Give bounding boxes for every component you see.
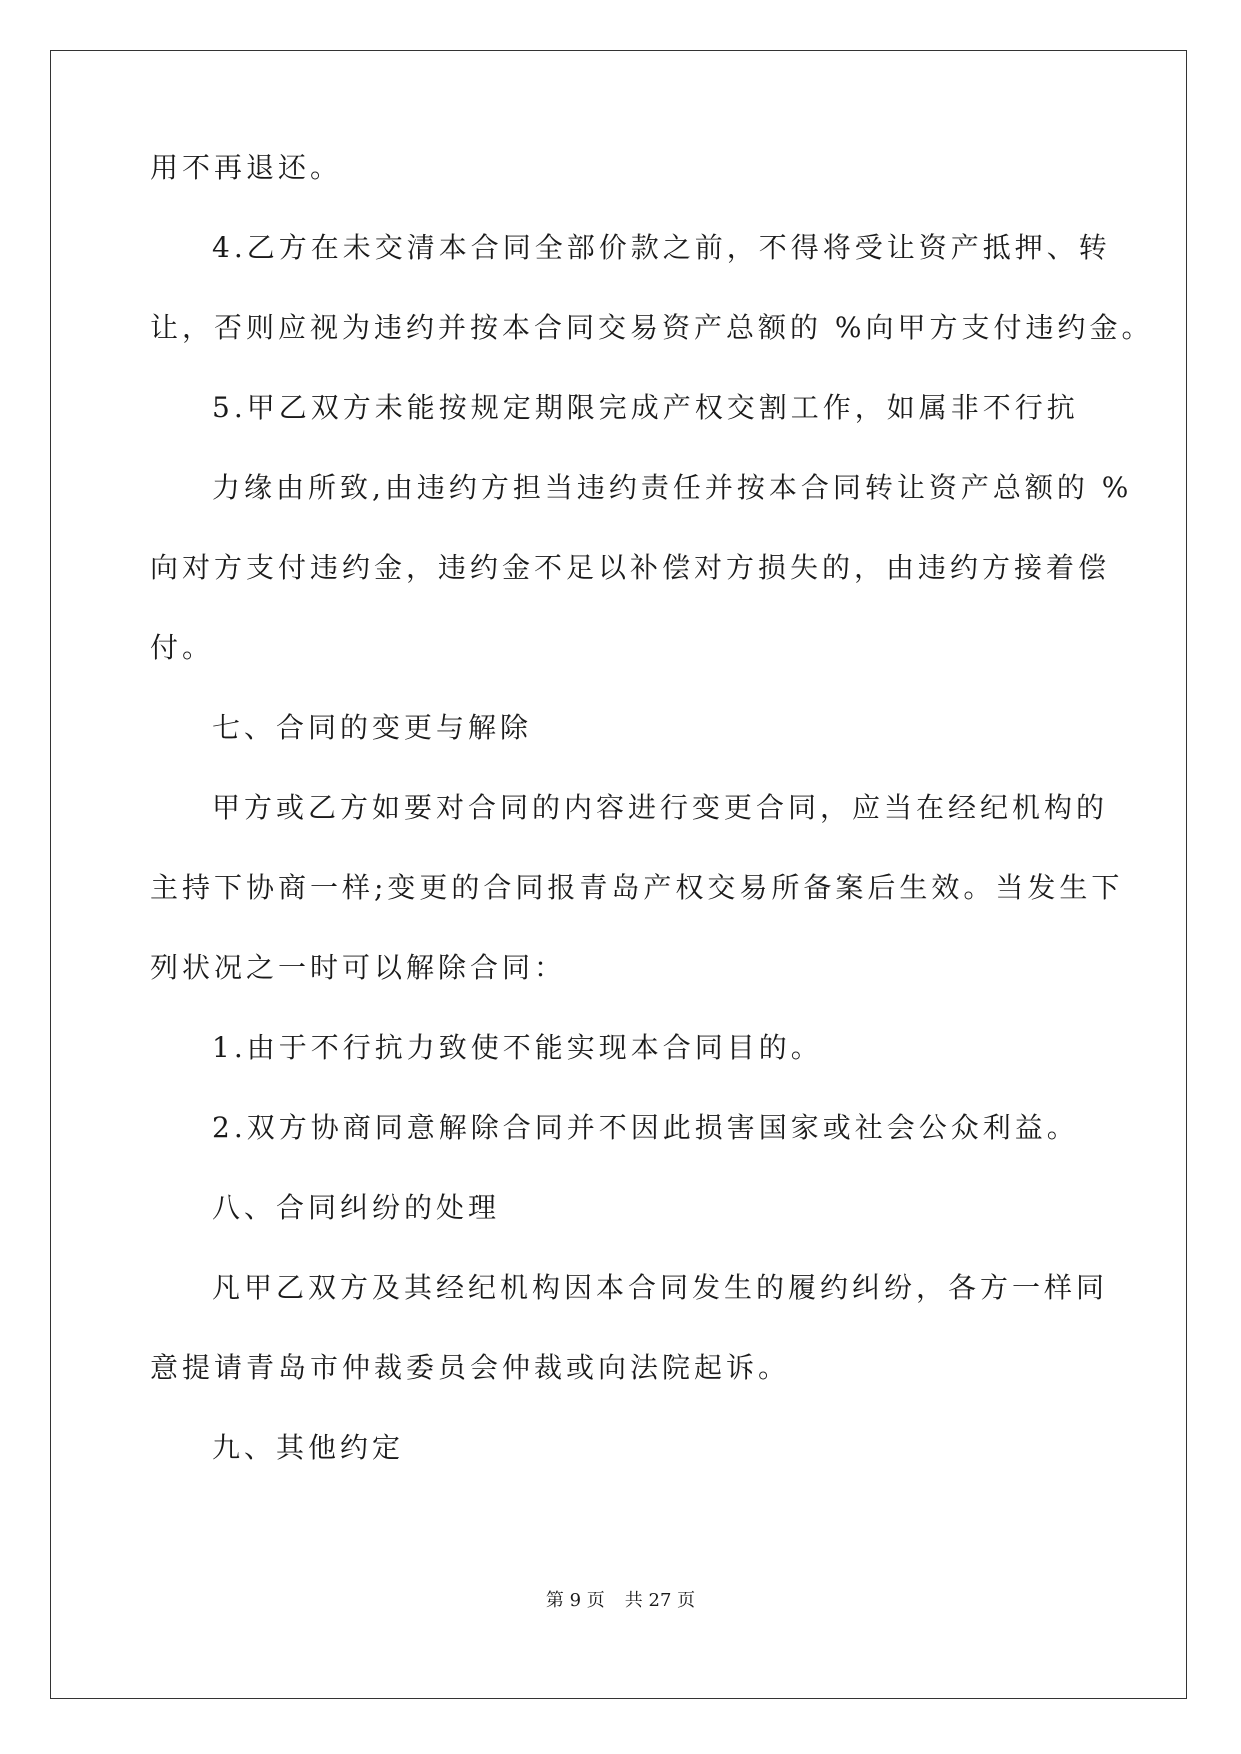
section-heading: 七、合同的变更与解除: [212, 711, 533, 744]
page-number: 第 9 页: [545, 1590, 605, 1611]
text-line: 甲方或乙方如要对合同的内容进行变更合同，应当在经纪机构的: [212, 791, 1109, 824]
page-footer: [0, 1589, 1241, 1613]
page-total: 共 27 页: [624, 1590, 696, 1611]
text-line: 力缘由所致,由违约方担当违约责任并按本合同转让资产总额的 %: [212, 471, 1133, 504]
section-heading: 九、其他约定: [212, 1431, 405, 1464]
text-line: 5.甲乙双方未能按规定期限完成产权交割工作，如属非不行抗: [212, 391, 1079, 424]
text-line: 让，否则应视为违约并按本合同交易资产总额的 %向甲方支付违约金。: [150, 311, 1154, 344]
text-line: 1.由于不行抗力致使不能实现本合同目的。: [212, 1031, 823, 1064]
section-heading: 八、合同纠纷的处理: [212, 1191, 501, 1224]
text-line: 凡甲乙双方及其经纪机构因本合同发生的履约纠纷，各方一样同: [212, 1271, 1109, 1304]
text-line: 列状况之一时可以解除合同：: [150, 951, 567, 984]
text-line: 付。: [150, 631, 215, 664]
text-line: 4.乙方在未交清本合同全部价款之前，不得将受让资产抵押、转: [212, 231, 1111, 264]
text-line: 用不再退还。: [150, 151, 343, 184]
text-line: 意提请青岛市仲裁委员会仲裁或向法院起诉。: [150, 1351, 791, 1384]
text-line: 2.双方协商同意解除合同并不因此损害国家或社会公众利益。: [212, 1111, 1079, 1144]
text-line: 向对方支付违约金，违约金不足以补偿对方损失的，由违约方接着偿: [150, 551, 1111, 584]
text-line: 主持下协商一样;变更的合同报青岛产权交易所备案后生效。当发生下: [150, 871, 1124, 904]
